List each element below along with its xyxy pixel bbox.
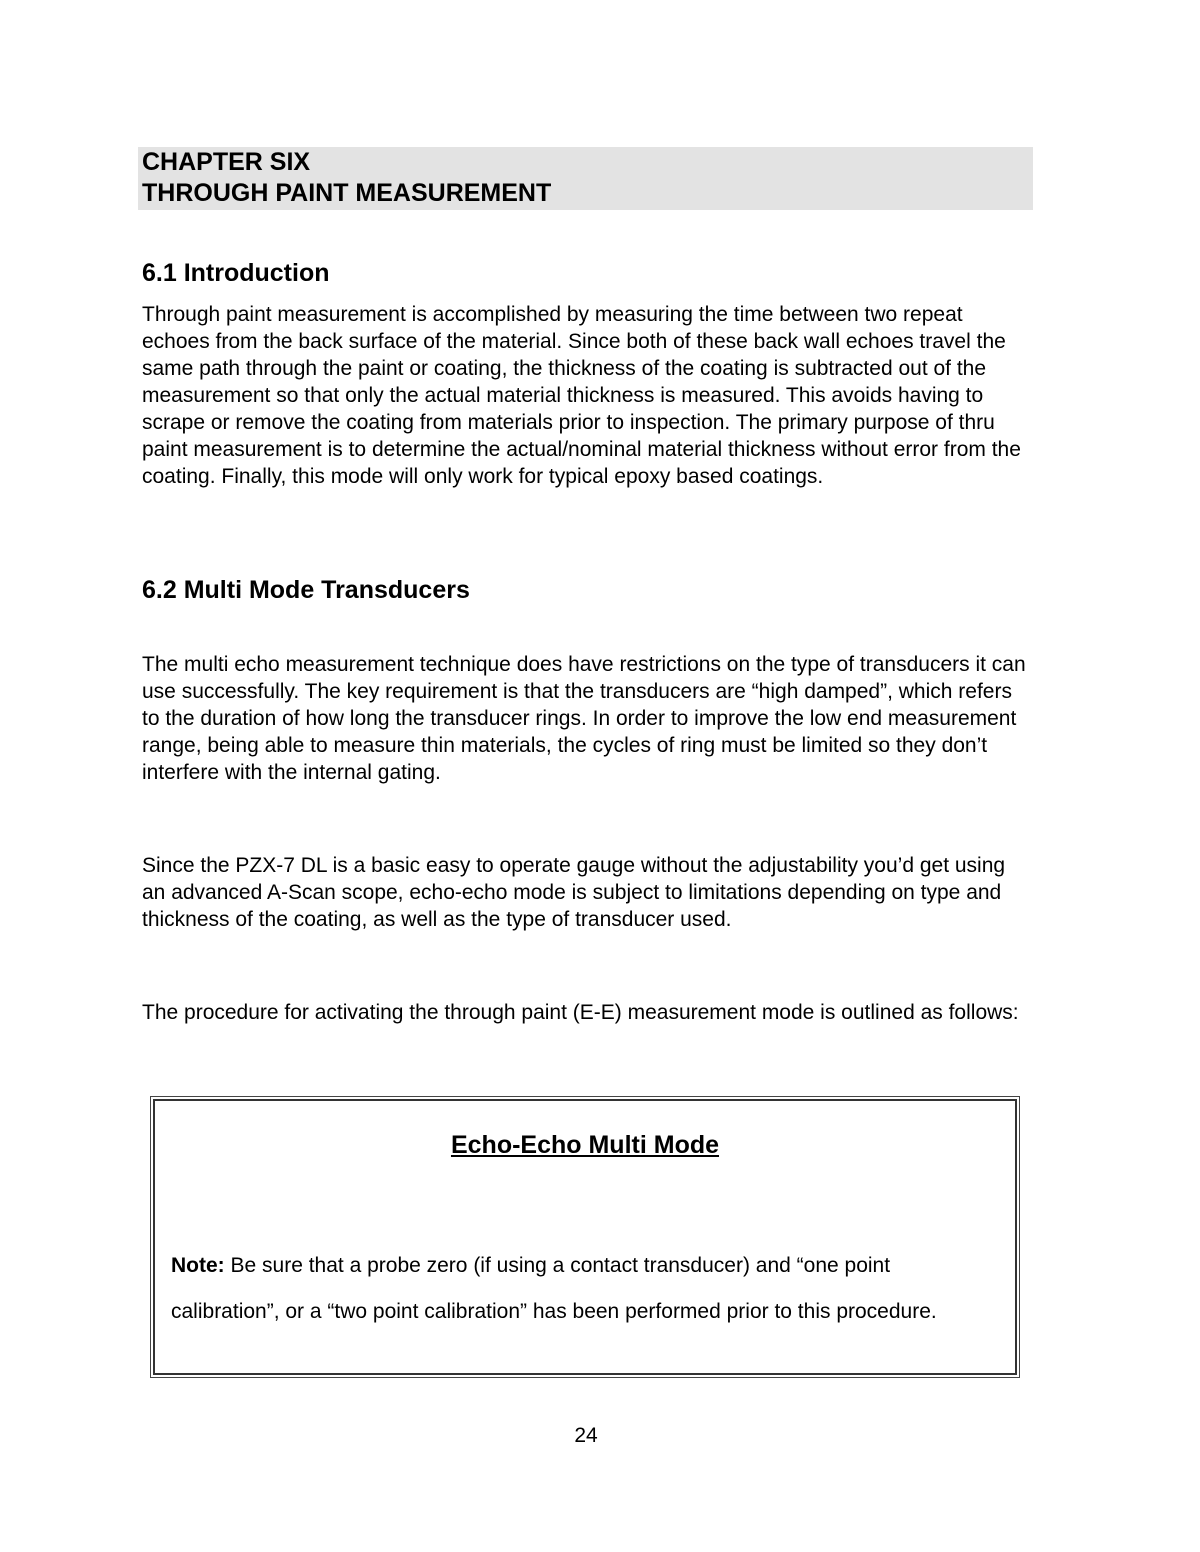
echo-echo-note-box <box>150 1096 1020 1378</box>
transducer-paragraph-1: The multi echo measurement technique does have restrictions on the type of transducers it can use successfully. The key requirement is that the transducers are “high damped”, which refers to the duration of how long the transducer rings. In order to improve the low end measurement range, being able to measure thin materials, the cycles of ring must be limited so they don’t interfere with the internal gating. <box>142 653 1026 784</box>
intro-paragraph: Through paint measurement is accomplished by measuring the time between two repeat echoes from the back surface of the material. Since both of these back wall echoes travel the same path through the paint or coating, the thickness of the coating is subtracted out of the measurement so that only the actual material thickness is measured. This avoids having to scrape or remove the coating from materials prior to inspection. The primary purpose of thru paint measurement is to determine the actual/nominal material thickness without error from the coating. Finally, this mode will only work for typical epoxy based coatings. <box>142 303 1021 488</box>
chapter-title: THROUGH PAINT MEASUREMENT <box>142 179 552 207</box>
section-heading-multi-mode-transducers: 6.2 Multi Mode Transducers <box>142 576 470 604</box>
note-label: Note: <box>171 1254 225 1277</box>
chapter-title-band <box>138 147 1033 210</box>
note-box-title: Echo-Echo Multi Mode <box>450 1131 720 1159</box>
transducer-paragraph-2: Since the PZX-7 DL is a basic easy to operate gauge without the adjustability you’d get using an advanced A-Scan scope, echo-echo mode is subject to limitations depending on type and thickness of the coating, as well as the type of transducer used. <box>142 854 1006 931</box>
note-box-text <box>171 1243 995 1334</box>
note-box-inner-border <box>153 1099 1017 1375</box>
page-number: 24 <box>574 1424 598 1447</box>
transducer-paragraph-3: The procedure for activating the through paint (E-E) measurement mode is outlined as follows: <box>142 1001 1019 1024</box>
note-body: Be sure that a probe zero (if using a contact transducer) and “one point calibration”, or a “two point calibration” has been performed prior to this procedure. <box>171 1254 937 1323</box>
chapter-number: CHAPTER SIX <box>142 148 311 176</box>
section-heading-introduction: 6.1 Introduction <box>142 259 330 287</box>
